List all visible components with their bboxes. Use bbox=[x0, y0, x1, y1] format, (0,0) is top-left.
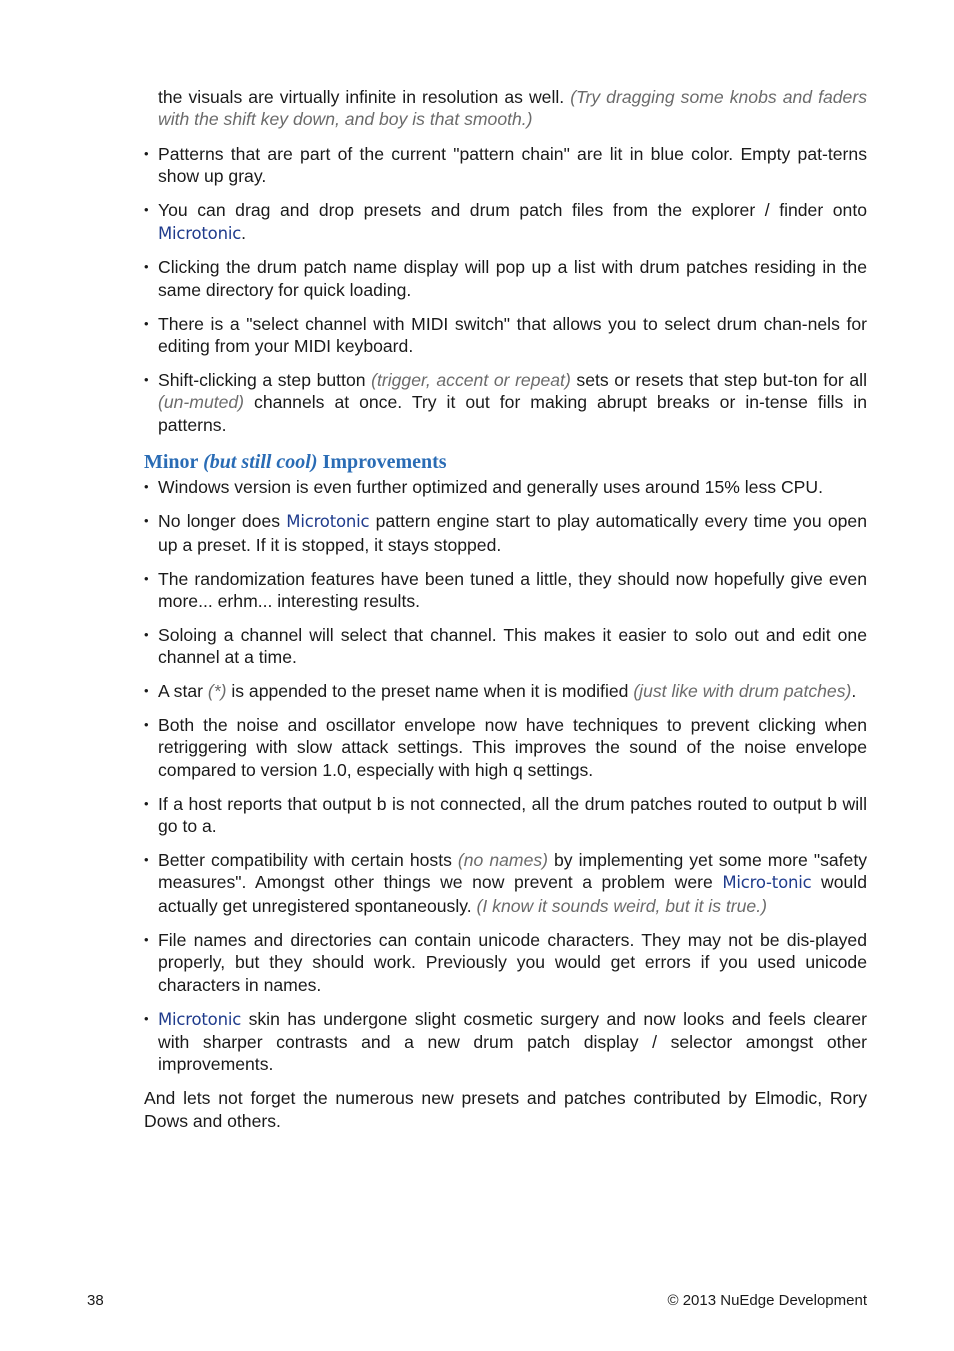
section-heading: Minor (but still cool) Improvements bbox=[144, 451, 447, 474]
list-item: • If a host reports that output b is not connected, all the drum patches routed to output b will go to a. bbox=[144, 793, 867, 838]
list-item: • File names and directories can contain unicode characters. They may not be dis-played properly, but they should work. Previously you would get errors if you used unicode characters in names. bbox=[144, 929, 867, 996]
product-name: Micro-tonic bbox=[722, 873, 812, 893]
list-item: • You can drag and drop presets and drum patch files from the explorer / finder onto Microtonic. bbox=[144, 199, 867, 245]
product-name: Microtonic bbox=[286, 512, 370, 532]
italic-note: (no names) bbox=[457, 850, 549, 871]
paragraph-text: the visuals are virtually infinite in resolution as well. bbox=[158, 87, 571, 107]
list-item: • Patterns that are part of the current "pattern chain" are lit in blue color. Empty pat-terns show up gray. bbox=[144, 143, 867, 188]
closing-paragraph: And lets not forget the numerous new presets and patches contributed by Elmodic, Rory Dows and others. bbox=[144, 1088, 867, 1131]
bullet-list-features bbox=[144, 143, 867, 436]
product-name: Microtonic bbox=[158, 223, 242, 243]
list-item: • Better compatibility with certain hosts (no names) by implementing yet some more "safety measures". Amongst other things we now prevent a problem were Micro-tonic would actually get unregistered spontaneously. (I know it sounds weird, but it is true.) bbox=[144, 849, 867, 917]
product-name: Microtonic bbox=[158, 1009, 242, 1029]
italic-note: (just like with drum patches) bbox=[633, 681, 852, 702]
list-item: • No longer does Microtonic pattern engine start to play automatically every time you open up a preset. If it is stopped, it stays stopped. bbox=[144, 510, 867, 556]
italic-note: (I know it sounds weird, but it is true.) bbox=[476, 895, 767, 916]
italic-note: (*) bbox=[207, 681, 227, 702]
list-item: • Soloing a channel will select that channel. This makes it easier to solo out and edit one channel at a time. bbox=[144, 624, 867, 669]
italic-note: (Try dragging some knobs and faders with the shift key down, and boy is that smooth.) bbox=[158, 87, 867, 130]
page-number: 38 bbox=[87, 1292, 104, 1309]
list-item: • There is a "select channel with MIDI switch" that allows you to select drum chan-nels for editing from your MIDI keyboard. bbox=[144, 313, 867, 358]
page-content bbox=[144, 86, 867, 1132]
italic-note: (trigger, accent or repeat) bbox=[371, 370, 571, 391]
list-item: • Clicking the drum patch name display will pop up a list with drum patches residing in the same directory for quick loading. bbox=[144, 256, 867, 301]
continued-paragraph bbox=[144, 86, 867, 131]
bullet-list-improvements bbox=[144, 476, 867, 1075]
list-item: • Shift-clicking a step button (trigger, accent or repeat) sets or resets that step but-ton for all (un-muted) channels at once. Try it out for making abrupt breaks or in-tense fills in patterns. bbox=[144, 369, 867, 436]
list-item: • A star (*) is appended to the preset name when it is modified (just like with drum patches). bbox=[144, 680, 867, 702]
list-item: • Microtonic skin has undergone slight cosmetic surgery and now looks and feels clearer with sharper contrasts and a new drum patch display / selector amongst other improvements. bbox=[144, 1008, 867, 1076]
list-item: • Windows version is even further optimized and generally uses around 15% less CPU. bbox=[144, 476, 867, 498]
italic-note: (un-muted) bbox=[158, 392, 245, 413]
list-item: • Both the noise and oscillator envelope now have techniques to prevent clicking when retriggering with slow attack settings. This improves the sound of the noise envelope compared to version 1.0, especially with high q settings. bbox=[144, 714, 867, 781]
copyright-notice: © 2013 NuEdge Development bbox=[667, 1292, 867, 1309]
list-item: • The randomization features have been tuned a little, they should now hopefully give even more... erhm... interesting results. bbox=[144, 568, 867, 613]
